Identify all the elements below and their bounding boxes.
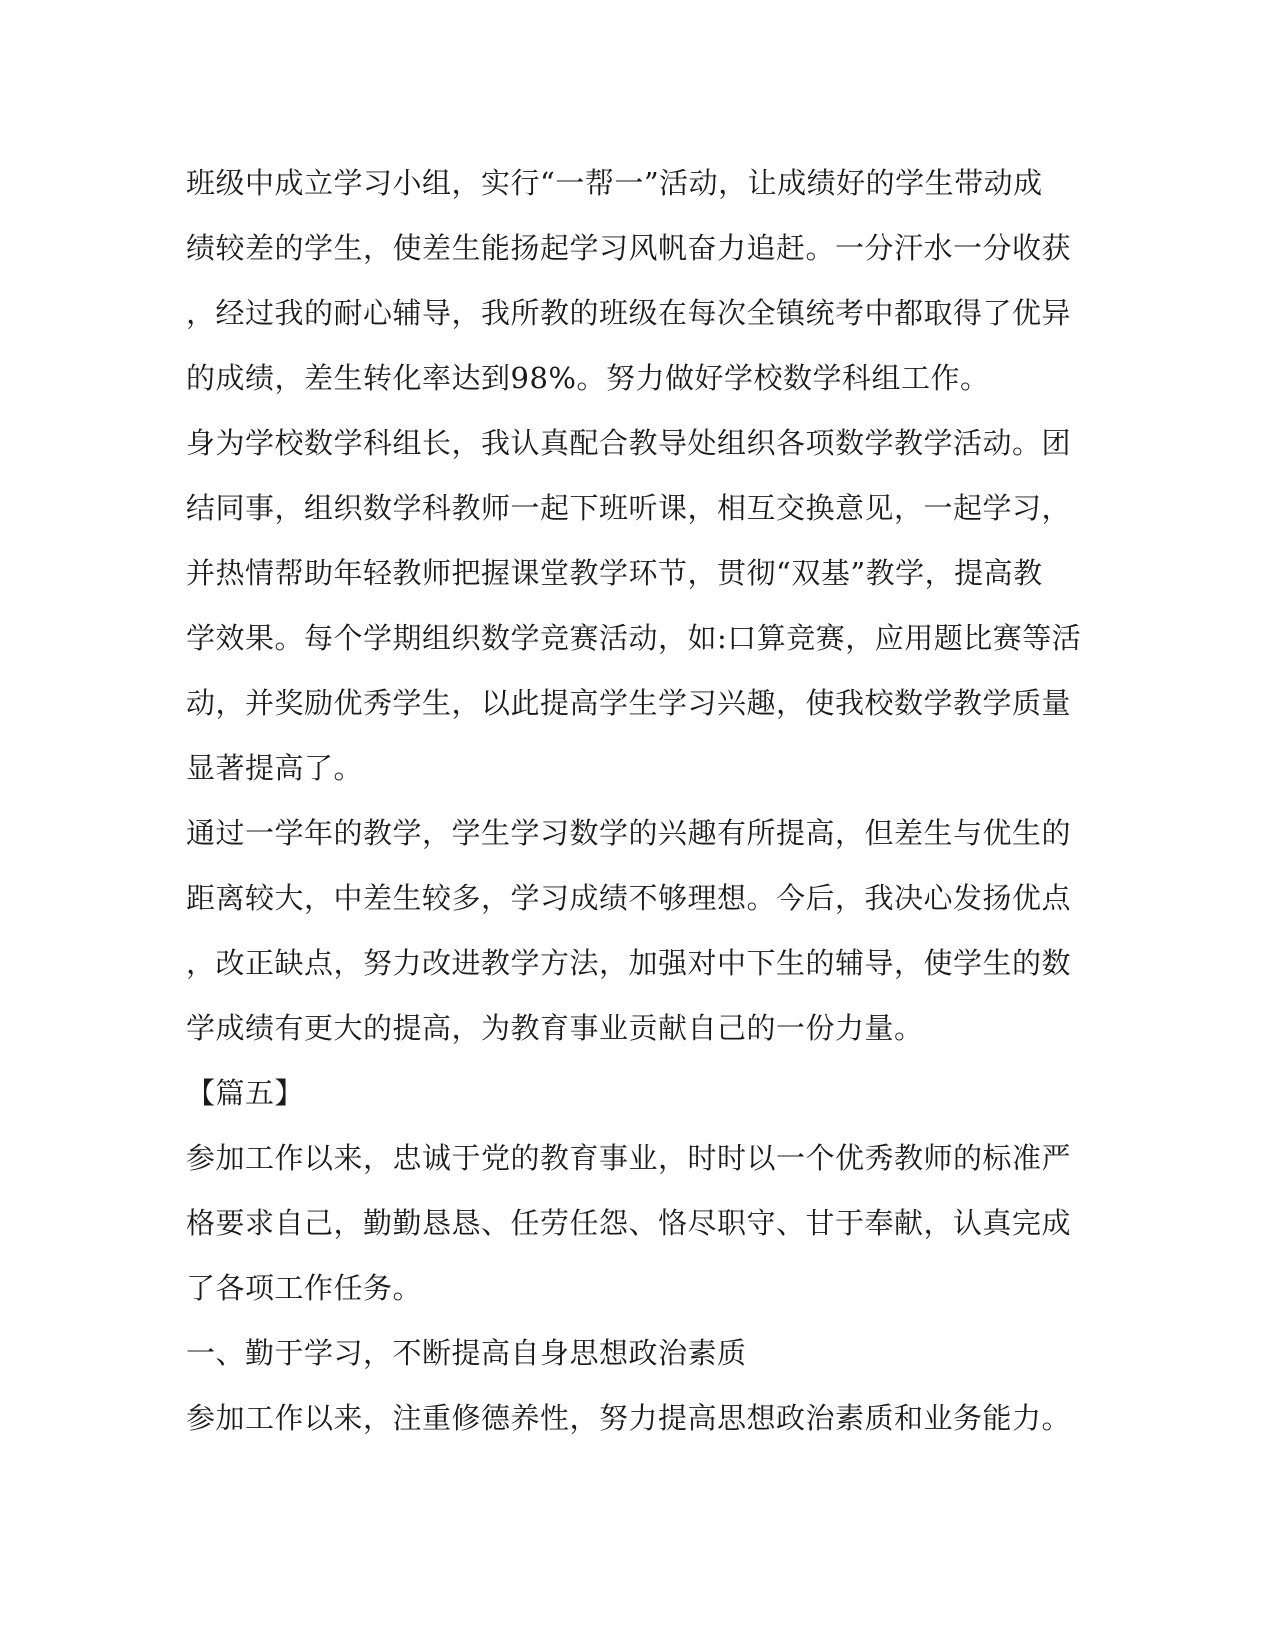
text-line: 班级中成立学习小组，实行“一帮一”活动，让成绩好的学生带动成 (186, 166, 1043, 200)
text-line: 并热情帮助年轻教师把握课堂教学环节，贯彻“双基”教学，提高教 (186, 556, 1043, 590)
text-line: ，改正缺点，努力改进教学方法，加强对中下生的辅导，使学生的数 (186, 946, 1072, 980)
text-line: 身为学校数学科组长，我认真配合教导处组织各项数学教学活动。团 (186, 426, 1072, 460)
text-line: 格要求自己，勤勤恳恳、任劳任怨、恪尽职守、甘于奉献，认真完成 (186, 1206, 1072, 1240)
text-line: 绩较差的学生，使差生能扬起学习风帆奋力追赶。一分汗水一分收获 (186, 231, 1072, 265)
text-line: 显著提高了。 (186, 751, 364, 785)
text-line: ，经过我的耐心辅导，我所教的班级在每次全镇统考中都取得了优异 (186, 296, 1072, 330)
subsection-heading: 一、勤于学习，不断提高自身思想政治素质 (186, 1336, 747, 1370)
section-heading: 【篇五】 (186, 1076, 305, 1110)
text-line: 距离较大，中差生较多，学习成绩不够理想。今后，我决心发扬优点 (186, 881, 1072, 915)
text-line: 的成绩，差生转化率达到98%。努力做好学校数学科组工作。 (186, 361, 990, 395)
text-line: 结同事，组织数学科教师一起下班听课，相互交换意见，一起学习， (186, 491, 1072, 525)
text-line: 学效果。每个学期组织数学竞赛活动，如:口算竞赛，应用题比赛等活 (186, 621, 1082, 655)
text-line: 动，并奖励优秀学生，以此提高学生学习兴趣，使我校数学教学质量 (186, 686, 1072, 720)
text-line: 参加工作以来，注重修德养性，努力提高思想政治素质和业务能力。 (186, 1401, 1072, 1435)
text-line: 了各项工作任务。 (186, 1271, 423, 1305)
text-line: 学成绩有更大的提高，为教育事业贡献自己的一份力量。 (186, 1011, 924, 1045)
text-line: 参加工作以来，忠诚于党的教育事业，时时以一个优秀教师的标准严 (186, 1141, 1072, 1175)
text-line: 通过一学年的教学，学生学习数学的兴趣有所提高，但差生与优生的 (186, 816, 1072, 850)
